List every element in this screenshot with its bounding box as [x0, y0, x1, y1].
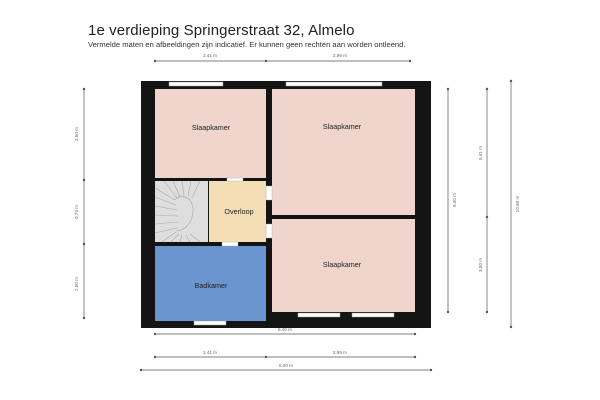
label-slaapkamer-2: Slaapkamer: [322, 121, 362, 131]
label-slaapkamer-1: Slaapkamer: [191, 122, 231, 132]
dim-left-lower: 2.50 m: [74, 276, 80, 292]
room-slaapkamer-top-left: [155, 89, 266, 178]
dim-right-full: 5.40 m: [452, 192, 458, 208]
dim-bottom-overall: 5.00 m: [278, 363, 294, 369]
label-slaapkamer-3: Slaapkamer: [322, 259, 362, 269]
dimension-right: [447, 80, 520, 328]
dim-bottom-left: 2.41 m: [202, 350, 218, 356]
dimension-top: [154, 53, 411, 62]
dim-top-left: 2.41 m: [202, 53, 218, 59]
dim-left-upper: 2.50 m: [74, 126, 80, 142]
dim-overall-right: 10.60 m: [515, 195, 521, 213]
dimension-bottom: [140, 327, 432, 371]
stairwell: [155, 181, 208, 242]
dim-bottom-total: 5.40 m: [277, 327, 293, 333]
label-overloop: Overloop: [224, 206, 254, 216]
dim-right-lower: 3.00 m: [478, 257, 484, 273]
dim-bottom-right: 2.99 m: [332, 350, 348, 356]
dim-left-middle: 0.74 m: [74, 204, 80, 220]
label-badkamer: Badkamer: [194, 280, 228, 290]
dim-top-right: 2.99 m: [332, 53, 348, 59]
room-slaapkamer-top-right: [272, 89, 415, 215]
disclaimer-text: Vermelde maten en afbeeldingen zijn indicatief. Er kunnen geen rechten aan worden ontleend.: [88, 40, 406, 49]
dim-right-upper: 5.41 m: [478, 145, 484, 161]
page-title: 1e verdieping Springerstraat 32, Almelo: [88, 22, 355, 39]
dimension-left: [74, 88, 85, 319]
